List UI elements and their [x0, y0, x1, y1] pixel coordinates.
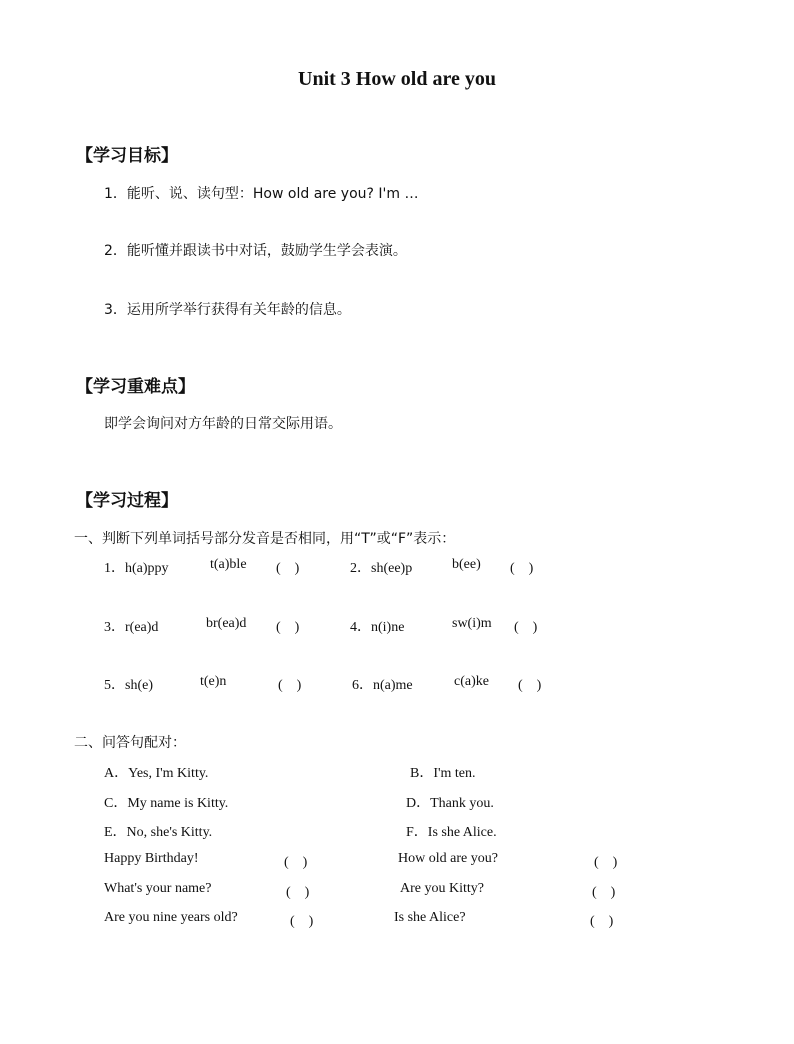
answer-blank-4[interactable]: ( ) [514, 620, 538, 635]
goals-heading: 【学习目标】 [76, 146, 178, 166]
word-4a: 4．n(i)ne [350, 620, 405, 635]
question-6: Is she Alice? [394, 910, 466, 925]
answer-option-d: D．Thank you. [406, 796, 494, 811]
answer-option-a: A．Yes, I'm Kitty. [104, 766, 209, 781]
part1-instruction: 一、判断下列单词括号部分发音是否相同，用“T”或“F”表示： [74, 531, 456, 547]
goal-item-3: 3．运用所学举行获得有关年龄的信息。 [104, 302, 351, 318]
word-2a: 2．sh(ee)p [350, 561, 413, 576]
question-blank-4[interactable]: ( ) [592, 885, 616, 900]
word-3a: 3．r(ea)d [104, 620, 159, 635]
word-2b: b(ee) [452, 557, 481, 572]
answer-blank-1[interactable]: ( ) [276, 561, 300, 576]
word-6a: 6．n(a)me [352, 678, 413, 693]
question-3: What's your name? [104, 881, 212, 896]
word-6b: c(a)ke [454, 674, 489, 689]
page-title: Unit 3 How old are you [298, 68, 496, 90]
answer-option-c: C．My name is Kitty. [104, 796, 229, 811]
word-1b: t(a)ble [210, 557, 247, 572]
answer-option-f: F．Is she Alice. [406, 825, 497, 840]
question-2: How old are you? [398, 851, 498, 866]
answer-option-b: B．I'm ten. [410, 766, 476, 781]
question-blank-5[interactable]: ( ) [290, 914, 314, 929]
question-5: Are you nine years old? [104, 910, 238, 925]
word-5b: t(e)n [200, 674, 227, 689]
question-blank-6[interactable]: ( ) [590, 914, 614, 929]
question-blank-1[interactable]: ( ) [284, 855, 308, 870]
process-heading: 【学习过程】 [76, 491, 178, 511]
keypoints-heading: 【学习重难点】 [76, 377, 195, 397]
answer-blank-6[interactable]: ( ) [518, 678, 542, 693]
goal-item-2: 2．能听懂并跟读书中对话，鼓励学生学会表演。 [104, 243, 407, 259]
word-1a: 1．h(a)ppy [104, 561, 169, 576]
question-1: Happy Birthday! [104, 851, 199, 866]
word-5a: 5．sh(e) [104, 678, 153, 693]
answer-option-e: E．No, she's Kitty. [104, 825, 213, 840]
goal-item-1: 1．能听、说、读句型：How old are you? I'm … [104, 186, 419, 202]
question-blank-2[interactable]: ( ) [594, 855, 618, 870]
keypoints-text: 即学会询问对方年龄的日常交际用语。 [104, 416, 342, 432]
question-4: Are you Kitty? [400, 881, 484, 896]
answer-blank-2[interactable]: ( ) [510, 561, 534, 576]
part2-instruction: 二、问答句配对： [74, 735, 186, 751]
answer-blank-5[interactable]: ( ) [278, 678, 302, 693]
answer-blank-3[interactable]: ( ) [276, 620, 300, 635]
question-blank-3[interactable]: ( ) [286, 885, 310, 900]
word-4b: sw(i)m [452, 616, 492, 631]
word-3b: br(ea)d [206, 616, 247, 631]
